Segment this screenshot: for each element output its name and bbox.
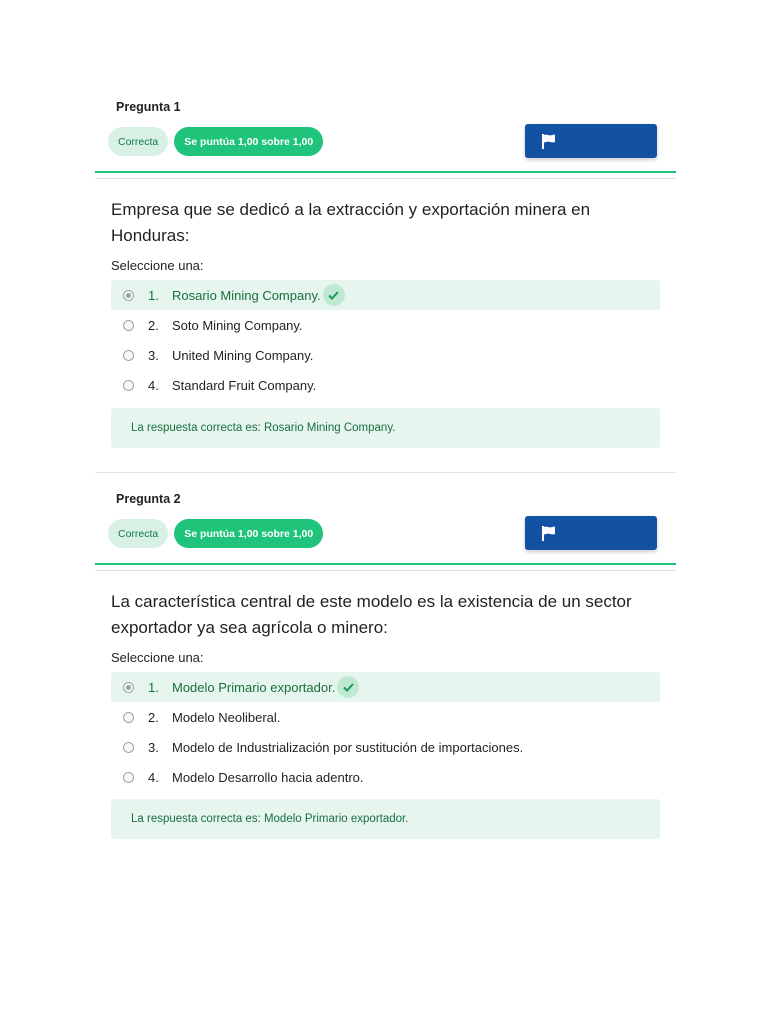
flag-question-button[interactable] — [525, 516, 657, 550]
radio-button[interactable] — [123, 320, 134, 331]
answer-option[interactable] — [111, 672, 660, 702]
answer-label: Standard Fruit Company. — [172, 377, 317, 393]
feedback-box — [111, 799, 660, 839]
header-separator-light — [95, 570, 676, 571]
answer-number: 3. — [148, 739, 159, 755]
answer-option[interactable] — [111, 310, 660, 340]
answer-number: 1. — [148, 287, 159, 303]
answer-number: 4. — [148, 377, 159, 393]
radio-button[interactable] — [123, 712, 134, 723]
flag-icon — [542, 134, 556, 149]
header-separator-light — [95, 178, 676, 179]
header-separator — [95, 563, 676, 565]
answer-list — [111, 280, 660, 400]
answer-option[interactable] — [111, 732, 660, 762]
answer-option[interactable] — [111, 370, 660, 400]
feedback-box — [111, 408, 660, 448]
question-badges — [108, 127, 323, 157]
answer-label: Modelo de Industrialización por sustitución de importaciones. — [172, 739, 524, 755]
check-icon — [337, 676, 359, 698]
answer-option[interactable] — [111, 340, 660, 370]
question-divider — [95, 472, 676, 473]
radio-selected[interactable] — [123, 290, 134, 301]
radio-button[interactable] — [123, 350, 134, 361]
flag-icon — [542, 526, 556, 541]
answer-label: Modelo Desarrollo hacia adentro. — [172, 769, 364, 785]
feedback-text: La respuesta correcta es: Modelo Primario exportador. — [131, 813, 409, 825]
grade-badge: Se puntúa 1,00 sobre 1,00 — [174, 519, 323, 548]
flag-question-button[interactable] — [525, 124, 657, 158]
answer-label: Modelo Neoliberal. — [172, 709, 281, 725]
answer-number: 3. — [148, 347, 159, 363]
question-text: Empresa que se dedicó a la extracción y exportación minera en Honduras: — [111, 200, 591, 245]
answer-number: 2. — [148, 709, 159, 725]
answer-number: 1. — [148, 679, 159, 695]
radio-selected[interactable] — [123, 682, 134, 693]
question-title: Pregunta 1 — [116, 100, 181, 114]
state-badge: Correcta — [108, 519, 168, 548]
check-icon — [323, 284, 345, 306]
answer-label: United Mining Company. — [172, 347, 314, 363]
question-title: Pregunta 2 — [116, 492, 181, 506]
question-badges — [108, 519, 323, 549]
answer-list — [111, 672, 660, 792]
state-badge: Correcta — [108, 127, 168, 156]
answer-label: Rosario Mining Company. — [172, 287, 321, 303]
answer-label: Modelo Primario exportador. — [172, 679, 336, 695]
radio-button[interactable] — [123, 380, 134, 391]
answer-label: Soto Mining Company. — [172, 317, 303, 333]
radio-button[interactable] — [123, 772, 134, 783]
answer-option[interactable] — [111, 280, 660, 310]
answer-option[interactable] — [111, 762, 660, 792]
question-text: La característica central de este modelo es la existencia de un sector exportador ya sea agrícola o minero: — [111, 592, 632, 637]
answer-number: 4. — [148, 769, 159, 785]
answer-prompt: Seleccione una: — [111, 650, 204, 665]
radio-button[interactable] — [123, 742, 134, 753]
answer-number: 2. — [148, 317, 159, 333]
feedback-text: La respuesta correcta es: Rosario Mining Company. — [131, 422, 396, 434]
answer-option[interactable] — [111, 702, 660, 732]
grade-badge: Se puntúa 1,00 sobre 1,00 — [174, 127, 323, 156]
answer-prompt: Seleccione una: — [111, 258, 204, 273]
header-separator — [95, 171, 676, 173]
